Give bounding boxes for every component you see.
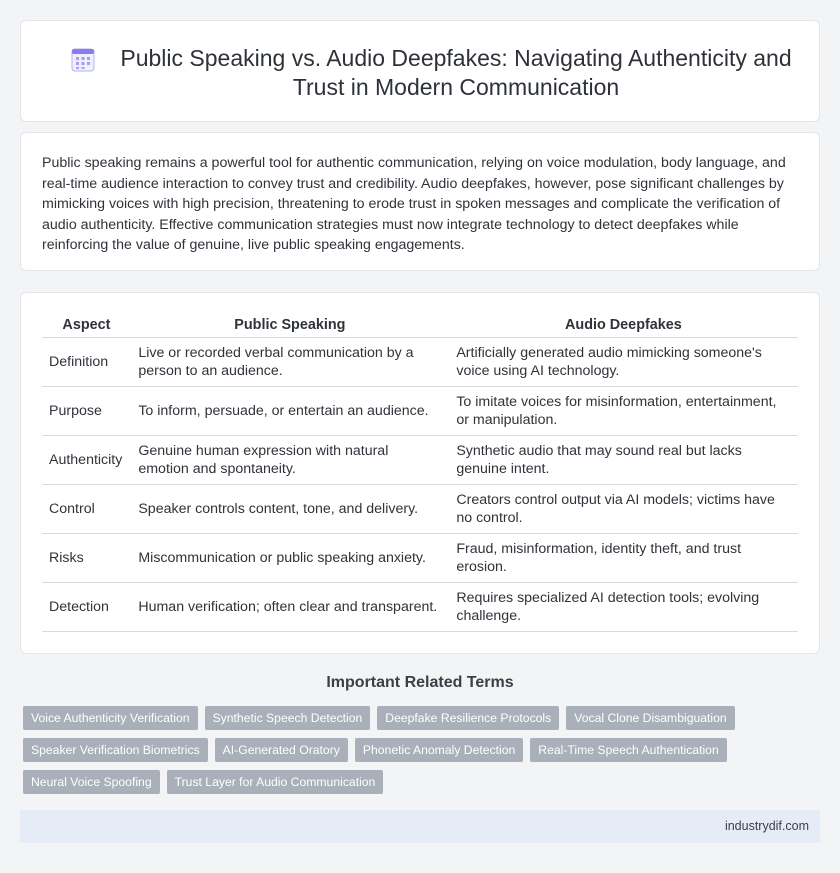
related-term-tag[interactable]: Real-Time Speech Authentication: [530, 738, 726, 762]
row-audio-deepfakes: Fraud, misinformation, identity theft, and trust erosion.: [449, 533, 798, 582]
row-aspect: Definition: [42, 337, 131, 386]
related-term-tag[interactable]: Speaker Verification Biometrics: [23, 738, 208, 762]
row-audio-deepfakes: Artificially generated audio mimicking someone's voice using AI technology.: [449, 337, 798, 386]
row-aspect: Detection: [42, 582, 131, 631]
row-public-speaking: Live or recorded verbal communication by a person to an audience.: [131, 337, 449, 386]
row-public-speaking: Human verification; often clear and transparent.: [131, 582, 449, 631]
related-term-tag[interactable]: Vocal Clone Disambiguation: [566, 706, 734, 730]
row-aspect: Authenticity: [42, 435, 131, 484]
table-row: [42, 386, 798, 435]
row-audio-deepfakes: Creators control output via AI models; victims have no control.: [449, 484, 798, 533]
column-header-aspect: Aspect: [42, 315, 131, 337]
row-aspect: Risks: [42, 533, 131, 582]
row-public-speaking: Genuine human expression with natural emotion and spontaneity.: [131, 435, 449, 484]
row-audio-deepfakes: To imitate voices for misinformation, entertainment, or manipulation.: [449, 386, 798, 435]
related-terms-list: [23, 706, 783, 802]
table-row: [42, 337, 798, 386]
row-audio-deepfakes: Requires specialized AI detection tools; evolving challenge.: [449, 582, 798, 631]
site-credit[interactable]: industrydif.com: [724, 819, 809, 833]
related-term-tag[interactable]: Deepfake Resilience Protocols: [377, 706, 559, 730]
related-term-tag[interactable]: Phonetic Anomaly Detection: [355, 738, 523, 762]
row-aspect: Control: [42, 484, 131, 533]
comparison-table: [42, 315, 798, 632]
row-audio-deepfakes: Synthetic audio that may sound real but lacks genuine intent.: [449, 435, 798, 484]
column-header-public-speaking: Public Speaking: [131, 315, 449, 337]
row-public-speaking: Miscommunication or public speaking anxiety.: [131, 533, 449, 582]
intro-paragraph: Public speaking remains a powerful tool for authentic communication, relying on voice modulation, body language, and real-time audience interaction to convey trust and credibility. Audio deepfakes, however, pose significant challenges by mimicking voices with high precision, threatening to erode trust in spoken messages and complicate the verification of audio authenticity. Effective communication strategies must now integrate technology to detect deepfakes while reinforcing the value of genuine, live public speaking engagements.: [42, 155, 786, 253]
related-term-tag[interactable]: Synthetic Speech Detection: [205, 706, 371, 730]
table-row: [42, 582, 798, 631]
related-term-tag[interactable]: Neural Voice Spoofing: [23, 770, 160, 794]
table-row: [42, 435, 798, 484]
table-header-row: [42, 315, 798, 337]
header-card: [20, 20, 820, 122]
comparison-card: [20, 292, 820, 654]
related-term-tag[interactable]: Voice Authenticity Verification: [23, 706, 198, 730]
table-row: [42, 484, 798, 533]
related-term-tag[interactable]: Trust Layer for Audio Communication: [167, 770, 384, 794]
calendar-grid-icon: [69, 47, 97, 73]
footer-bar: [20, 810, 820, 843]
page-title: Public Speaking vs. Audio Deepfakes: Navigating Authenticity and Trust in Modern Communication: [120, 45, 792, 100]
related-terms-heading: Important Related Terms: [326, 674, 514, 691]
row-aspect: Purpose: [42, 386, 131, 435]
related-term-tag[interactable]: AI-Generated Oratory: [215, 738, 348, 762]
intro-card: [20, 132, 820, 271]
row-public-speaking: Speaker controls content, tone, and delivery.: [131, 484, 449, 533]
column-header-audio-deepfakes: Audio Deepfakes: [449, 315, 798, 337]
row-public-speaking: To inform, persuade, or entertain an audience.: [131, 386, 449, 435]
table-row: [42, 533, 798, 582]
